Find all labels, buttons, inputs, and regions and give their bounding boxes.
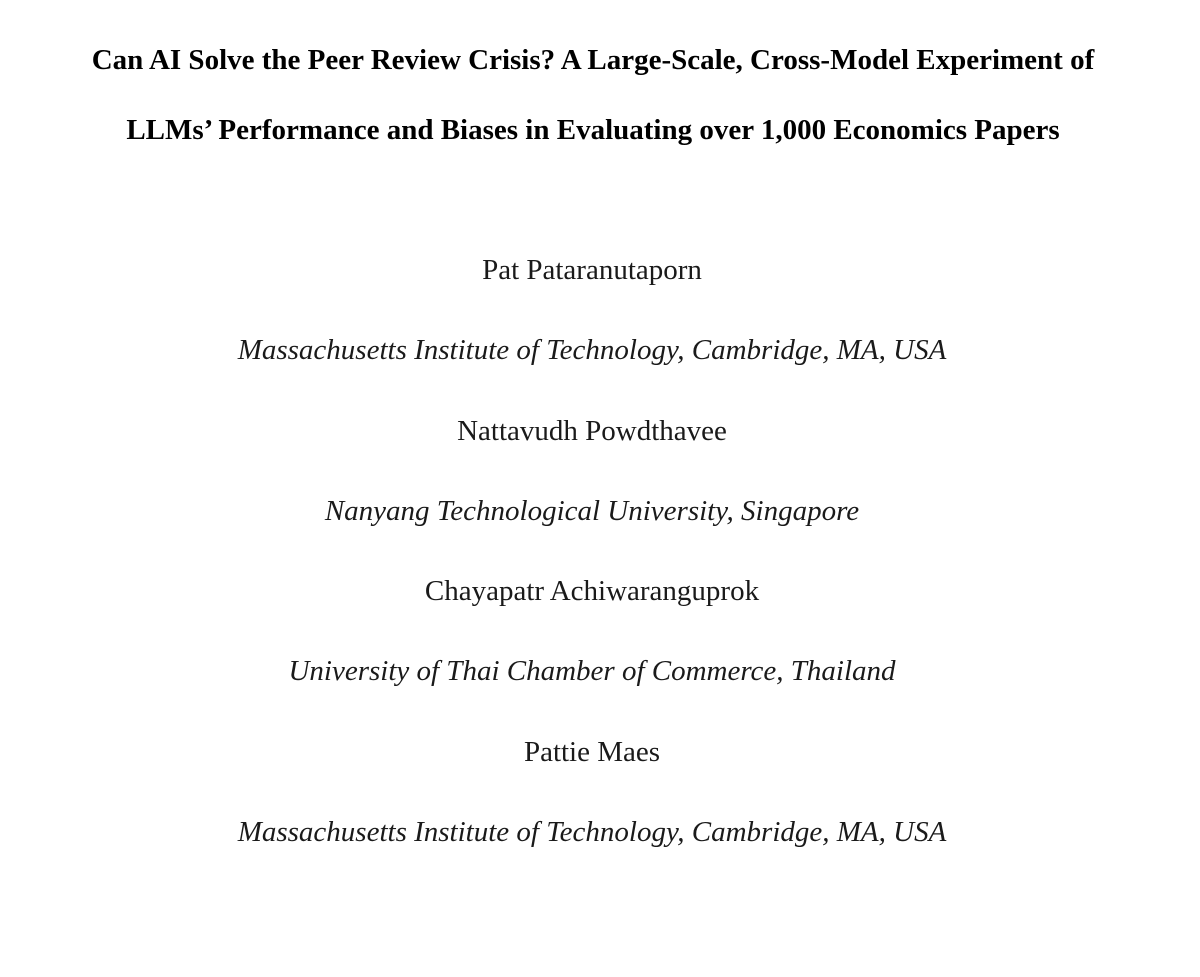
author-affiliation: Massachusetts Institute of Technology, Cambridge, MA, USA [237,816,947,848]
author-name: Nattavudh Powdthavee [457,415,727,447]
paper-title-line-2: LLMs’ Performance and Biases in Evaluating over 1,000 Economics Papers [126,114,1060,146]
author-name: Pattie Maes [523,736,661,768]
author-name: Pat Pataranutaporn [482,254,702,286]
author-affiliation: University of Thai Chamber of Commerce, Thailand [288,655,896,687]
author-name: Chayapatr Achiwaranguprok [424,575,760,607]
paper-title-line-1: Can AI Solve the Peer Review Crisis? A Large-Scale, Cross-Model Experiment of [91,44,1095,76]
author-affiliation: Massachusetts Institute of Technology, Cambridge, MA, USA [237,334,947,366]
author-affiliation: Nanyang Technological University, Singapore [324,495,860,527]
